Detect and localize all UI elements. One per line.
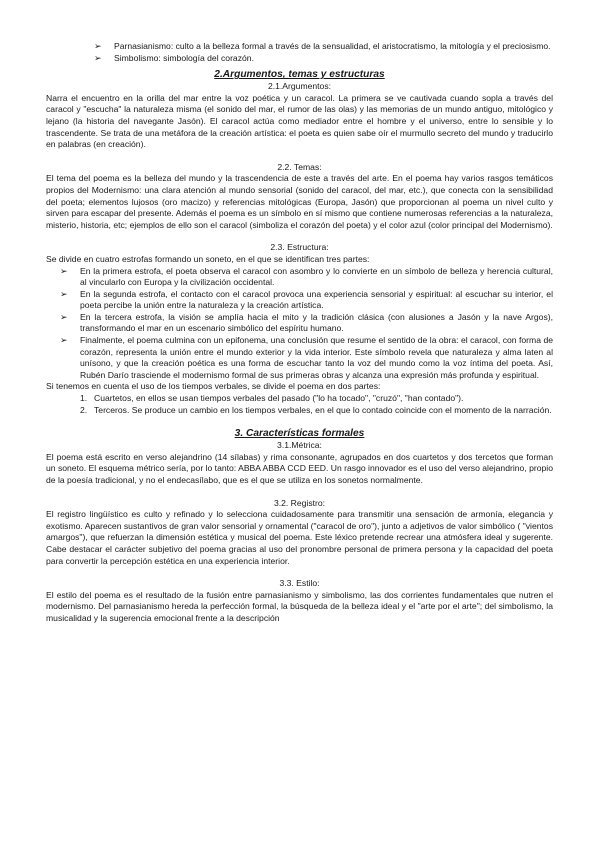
estilo-paragraph: El estilo del poema es el resultado de la fusión entre parnasianismo y simbolismo, las dos corrientes fundamentales que nutren el modernismo. Del parnasianismo hereda la perfección formal, la búsqueda de la belleza ideal y el "arte por el arte"; del simbolismo, la musicalidad y la sugerencia emocional frente a la descripción (46, 589, 553, 623)
list-item: ➢ Finalmente, el poema culmina con un epifonema, una conclusión que resume el sentido de la obra: el caracol, con forma de corazón, representa la unión entre el mundo exterior y la vida interior. Este símbolo revela que naturaleza y alma laten al unísono, y que la creación poética es una forma de escuchar tanto la voz del mundo como la voz íntima del poeta. Así, Rubén Darío trasciende el modernismo formal de sus primeras obras y alcanza una expresión más profunda y espiritual. (60, 335, 553, 380)
temas-paragraph: El tema del poema es la belleza del mundo y la trascendencia de este a través del arte. En el poema hay varios rasgos temáticos propios del Modernismo: una clara atención al mundo sensorial (sonido del caracol, del mar, etc.), que conecta con la sensibilidad del poeta; elementos lujosos (oro macizo) y referencias mitológicas (Europa, Jasón) que proporcionan al poema un nivel culto y sirven para escapar del presente. Además el poema es un símbolo en sí mismo que contiene numerosas referencias a la naturaleza, misterio, historia, etc; ejemplos de ello son el caracol (simboliza el corazón del poeta) y el color azul (color principal del Modernismo). (46, 173, 553, 230)
arrowhead-bullet-icon: ➢ (60, 311, 68, 322)
section-3-title: 3. Características formales (234, 428, 365, 440)
arrowhead-bullet-icon: ➢ (60, 288, 68, 299)
arrowhead-bullet-icon: ➢ (60, 335, 68, 346)
intro-bullet-list (46, 0, 553, 64)
arrowhead-bullet-icon: ➢ (94, 52, 102, 63)
metrica-paragraph: El poema está escrito en verso alejandrino (14 sílabas) y rima consonante, agrupados en dos cuartetos y dos tercetos que forman un soneto. El esquema métrico sería, por lo tanto: ABBA ABBA CCD EED. Un rasgo innovador es el uso del verso alejandrino, propio de la poesía tradicional, y no el endecasílabo, que es el que se utiliza en los sonetos normalmente. (46, 451, 553, 485)
estructura-intro: Se divide en cuatro estrofas formando un soneto, en el que se identifican tres partes: (46, 253, 370, 264)
list-item: ➢ En la segunda estrofa, el contacto con el caracol provoca una experiencia sensorial y espiritual: al escuchar su interior, el poeta percibe la unión entre la naturaleza y la creación artística. (60, 288, 553, 311)
registro-heading: 3.2. Registro: (273, 497, 326, 508)
tiempos-list (46, 393, 553, 416)
temas-heading: 2.2. Temas: (277, 161, 322, 172)
list-item: ➢ Parnasianismo: culto a la belleza formal a través de la sensualidad, el aristocratismo, la mitología y el preciosismo. (94, 41, 551, 51)
list-item: ➢ En la tercera estrofa, la visión se amplía hacia el mito y la tradición clásica (con alusiones a Jasón y la nave Argos), transformando el mar en un escenario simbólico del espíritu humano. (60, 311, 553, 334)
estructura-parts-list (46, 266, 553, 382)
list-item: ➢ Simbolismo: simbología del corazón. (94, 52, 254, 63)
estructura-heading: 2.3. Estructura: (270, 242, 329, 253)
argumentos-heading: 2.1.Argumentos: (267, 81, 332, 92)
metrica-heading: 3.1.Métrica: (277, 440, 322, 451)
tiempos-intro: Si tenemos en cuenta el uso de los tiempos verbales, se divide el poema en dos partes: (46, 381, 381, 392)
estilo-heading: 3.3. Estilo: (279, 578, 320, 589)
registro-paragraph: El registro lingüístico es culto y refinado y lo selecciona cuidadosamente para transmitir una sensación de armonía, elegancia y exotismo. Aparecen sustantivos de gran valor sensorial y ornamental ("caracol de oro"), junto a adjetivos de valor simbólico ( "vientos amargos"), que refuerzan la dimensión estética y musical del poema. Este léxico pretende recrear una atmósfera ideal y sugerente. Cabe destacar el carácter subjetivo del poema gracias al uso del pronombre personal de primera persona y la capacidad del poeta para convertir la percepción estética en una experiencia interior. (46, 509, 553, 566)
section-2-title: 2.Argumentos, temas y estructuras (214, 69, 385, 81)
argumentos-paragraph: Narra el encuentro en la orilla del mar entre la voz poética y un caracol. La primera se ve cautivada cuando sopla a través del caracol y "escucha" la naturaleza misma (el sonido del mar, el rumor de las olas) y las memorias de un mundo antiguo, mitológico y lejano (la historia del navegante Jasón). El caracol actúa como mediador entre el hombre y el universo, entre lo sensible y lo trascendente. Se trata de una metáfora de la creación artística: el poeta es quien sabe oír el murmullo secreto del mundo y traducirlo en palabras (en creación). (46, 92, 553, 150)
arrowhead-bullet-icon: ➢ (60, 265, 68, 276)
arrowhead-bullet-icon: ➢ (94, 41, 102, 51)
list-item: 1. Cuartetos, en ellos se usan tiempos verbales del pasado ("lo ha tocado", "cruzó", "han contado"). (80, 393, 464, 404)
list-item: ➢ En la primera estrofa, el poeta observa el caracol con asombro y lo convierte en un símbolo de belleza y herencia cultural, al vincularlo con Europa y la civilización occidental. (60, 265, 553, 288)
list-item: 2. Terceros. Se produce un cambio en los tiempos verbales, en el que lo contado coincide con el momento de la narración. (80, 404, 552, 415)
